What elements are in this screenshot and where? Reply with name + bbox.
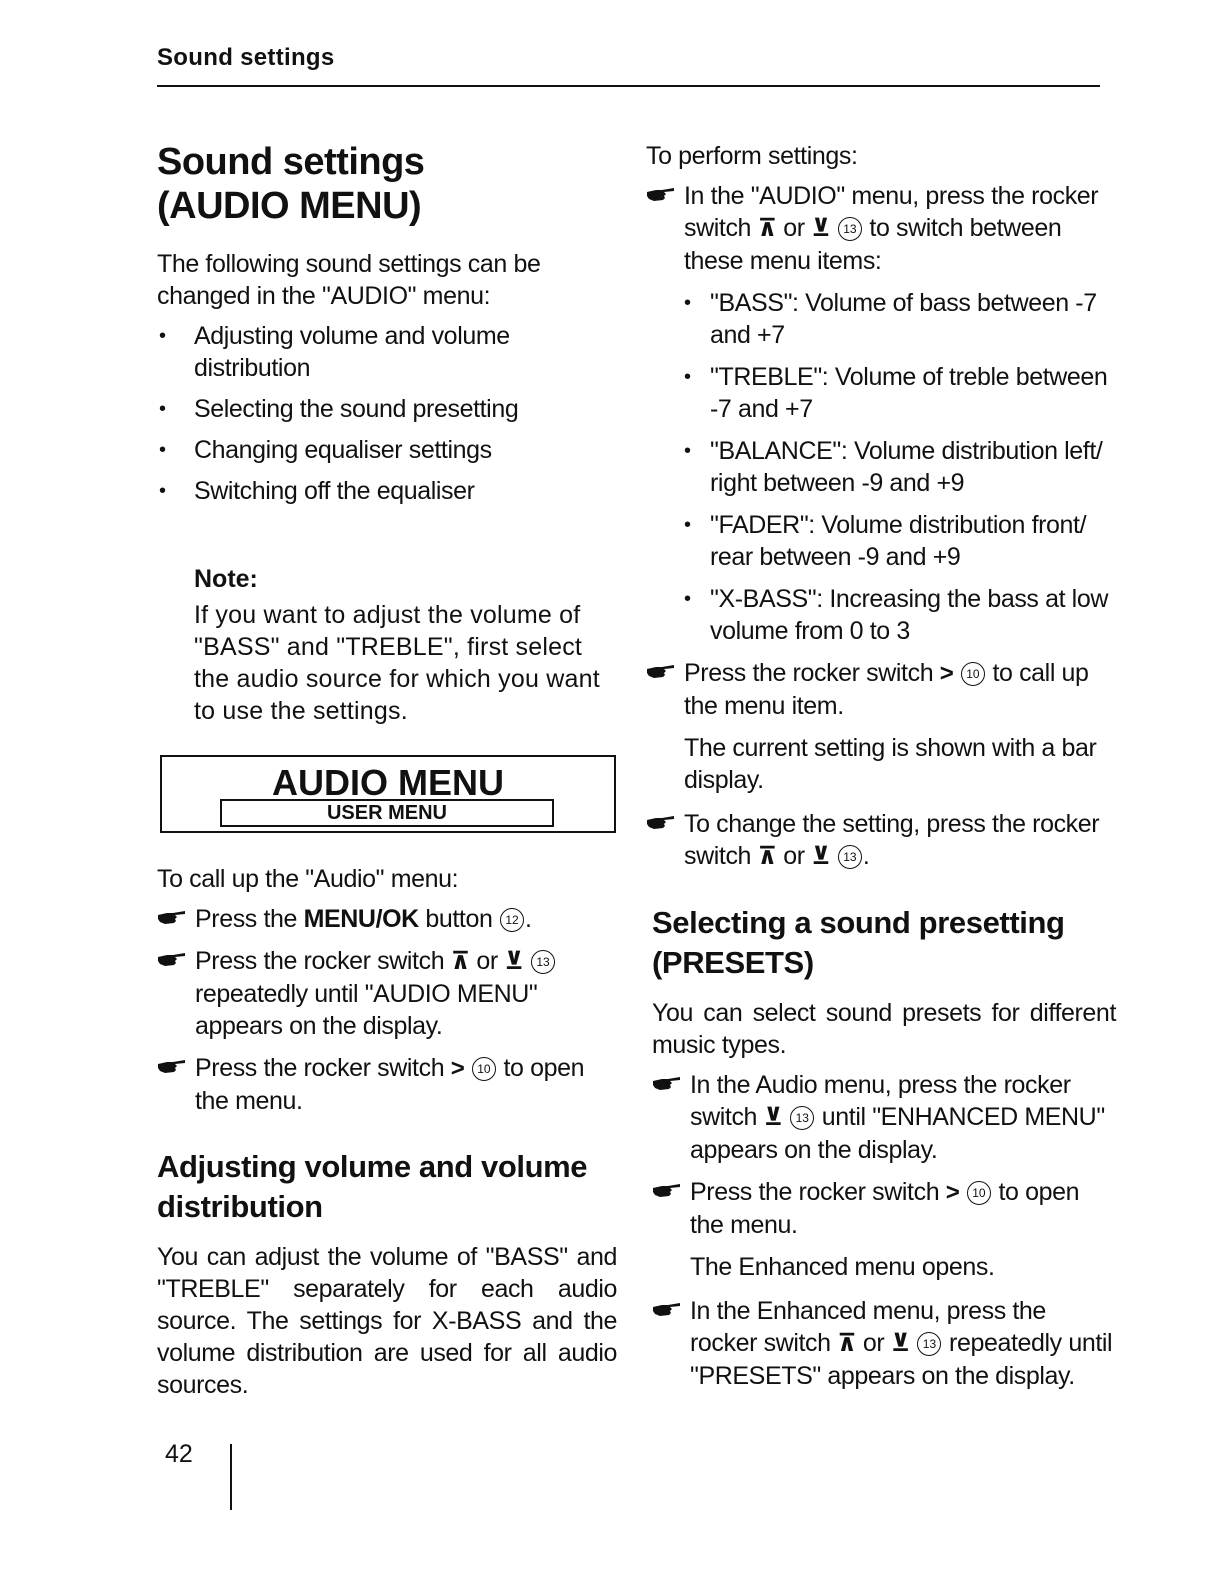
display-title: AUDIO MENU <box>272 762 504 803</box>
instruction-step <box>652 1295 1116 1392</box>
step-result: The Enhanced menu opens. <box>690 1253 995 1281</box>
rocker-up-icon: ⊼ <box>757 215 777 242</box>
step-text: button <box>418 905 493 933</box>
step-text: to switch between these menu items: <box>684 214 1062 275</box>
step-text: or <box>856 1329 891 1357</box>
section-text: You can adjust the volume of "BASS" and "TREBLE" separately for each audio source. The settings for X-BASS and the volume distribution are used for all audio sources. <box>157 1243 617 1399</box>
step-text: to call up the menu item. <box>684 659 1089 720</box>
pointing-hand-icon <box>646 663 676 681</box>
instruction-step <box>652 1176 1116 1241</box>
instruction-step <box>652 1069 1116 1166</box>
step-text: repeatedly until "PRESETS" appears on the display. <box>690 1329 1113 1390</box>
list-item: • "X-BASS": Increasing the bass at low volume from 0 to 3 <box>684 583 1116 647</box>
step-result: The current setting is shown with a bar display. <box>684 734 1097 794</box>
perform-text: To perform settings: <box>646 142 858 170</box>
step-text: until "ENHANCED MENU" appears on the display. <box>690 1103 1105 1164</box>
ref-number-badge: 10 <box>967 1181 991 1205</box>
list-item: • "BALANCE": Volume distribution left/ right between -9 and +9 <box>684 435 1116 499</box>
main-heading <box>157 140 617 228</box>
main-heading-line1: Sound settings <box>157 141 425 183</box>
step-text: Press the rocker switch <box>690 1178 946 1206</box>
pointing-hand-icon <box>157 951 187 969</box>
page-number-rule <box>230 1444 232 1510</box>
rocker-down-icon: ⊻ <box>890 1330 910 1357</box>
ref-number-badge: 10 <box>472 1057 496 1081</box>
intro-text: The following sound settings can be changed in the "AUDIO" menu: <box>157 250 541 310</box>
settings-list <box>157 320 617 507</box>
rocker-right-icon: > <box>450 1055 465 1082</box>
running-header: Sound settings <box>157 44 335 71</box>
step-text: . <box>862 842 870 870</box>
ref-number-badge: 12 <box>500 908 524 932</box>
list-item: • Changing equaliser settings <box>157 434 617 466</box>
step-text: or <box>776 842 812 870</box>
ref-number-badge: 13 <box>790 1106 814 1130</box>
instruction-step <box>646 180 1116 277</box>
rocker-down-icon: ⊻ <box>504 948 524 975</box>
step-text: repeatedly until "AUDIO MENU" appears on the display. <box>195 980 538 1040</box>
step-text: or <box>469 947 505 975</box>
step-text: To change the setting, press the rocker switch <box>684 810 1100 870</box>
rocker-down-icon: ⊻ <box>811 215 831 242</box>
header-rule <box>157 85 1100 87</box>
ref-number-badge: 10 <box>961 662 985 686</box>
ref-number-badge: 13 <box>838 217 862 241</box>
rocker-up-icon: ⊼ <box>837 1330 857 1357</box>
menu-items-list <box>684 287 1116 647</box>
left-column <box>157 140 617 1409</box>
rocker-up-icon: ⊼ <box>757 843 777 870</box>
step-text: Press the rocker switch <box>684 659 940 687</box>
instruction-step <box>157 945 617 1042</box>
section-heading-line1: Adjusting volume and volume <box>157 1149 588 1184</box>
step-text: Press the rocker switch <box>195 947 451 975</box>
step-text: . <box>525 905 532 933</box>
step-text: to open the menu. <box>690 1178 1080 1239</box>
step-text: to open the menu. <box>195 1054 585 1115</box>
note-title: Note: <box>194 565 258 593</box>
list-item: • Switching off the equaliser <box>157 475 617 507</box>
section-heading-line2: distribution <box>157 1189 323 1224</box>
step-text: In the "AUDIO" menu, press the rocker switch <box>684 182 1099 242</box>
section-text: You can select sound presets for different music types. <box>652 999 1116 1059</box>
note-text: If you want to adjust the volume of "BASS" and "TREBLE", first select the audio source for which you want to use the settings. <box>194 601 600 725</box>
rocker-down-icon: ⊻ <box>811 843 831 870</box>
list-item: • "TREBLE": Volume of treble between -7 and +7 <box>684 361 1116 425</box>
pointing-hand-icon <box>646 186 676 204</box>
pointing-hand-icon <box>157 909 187 927</box>
instruction-step <box>646 808 1116 873</box>
ref-number-badge: 13 <box>838 845 862 869</box>
rocker-up-icon: ⊼ <box>450 948 470 975</box>
rocker-right-icon: > <box>945 1179 960 1206</box>
right-column <box>646 140 1116 1402</box>
ref-number-badge: 13 <box>531 950 555 974</box>
display-subtitle: USER MENU <box>220 799 554 827</box>
instruction-step <box>646 657 1116 722</box>
step-text: In the Enhanced menu, press the rocker switch <box>690 1297 1046 1357</box>
main-heading-line2: (AUDIO MENU) <box>157 185 422 227</box>
page-number: 42 <box>165 1440 193 1468</box>
menu-ok-button-label: MENU/OK <box>303 905 419 933</box>
call-up-text: To call up the "Audio" menu: <box>157 865 459 893</box>
step-text: Press the <box>195 905 304 933</box>
step-text: or <box>776 214 812 242</box>
list-item: • Selecting the sound presetting <box>157 393 617 425</box>
rocker-right-icon: > <box>939 660 954 687</box>
section-heading-line1: Selecting a sound presetting <box>652 905 1065 940</box>
instruction-step <box>157 903 617 935</box>
step-text: Press the rocker switch <box>195 1054 451 1082</box>
list-item: • "FADER": Volume distribution front/ rear between -9 and +9 <box>684 509 1116 573</box>
list-item: • Adjusting volume and volume distribution <box>157 320 617 384</box>
pointing-hand-icon <box>646 814 676 832</box>
section-heading-volume <box>157 1147 617 1227</box>
pointing-hand-icon <box>652 1075 682 1093</box>
section-heading-presets <box>652 903 1116 983</box>
instruction-step <box>157 1052 617 1117</box>
pointing-hand-icon <box>652 1301 682 1319</box>
section-heading-line2: (PRESETS) <box>652 945 814 980</box>
pointing-hand-icon <box>157 1058 187 1076</box>
list-item: • "BASS": Volume of bass between -7 and +7 <box>684 287 1116 351</box>
rocker-down-icon: ⊻ <box>763 1104 783 1131</box>
pointing-hand-icon <box>652 1182 682 1200</box>
note-block <box>194 563 617 727</box>
ref-number-badge: 13 <box>917 1332 941 1356</box>
step-text: In the Audio menu, press the rocker switch <box>690 1071 1071 1131</box>
display-illustration <box>160 755 616 833</box>
